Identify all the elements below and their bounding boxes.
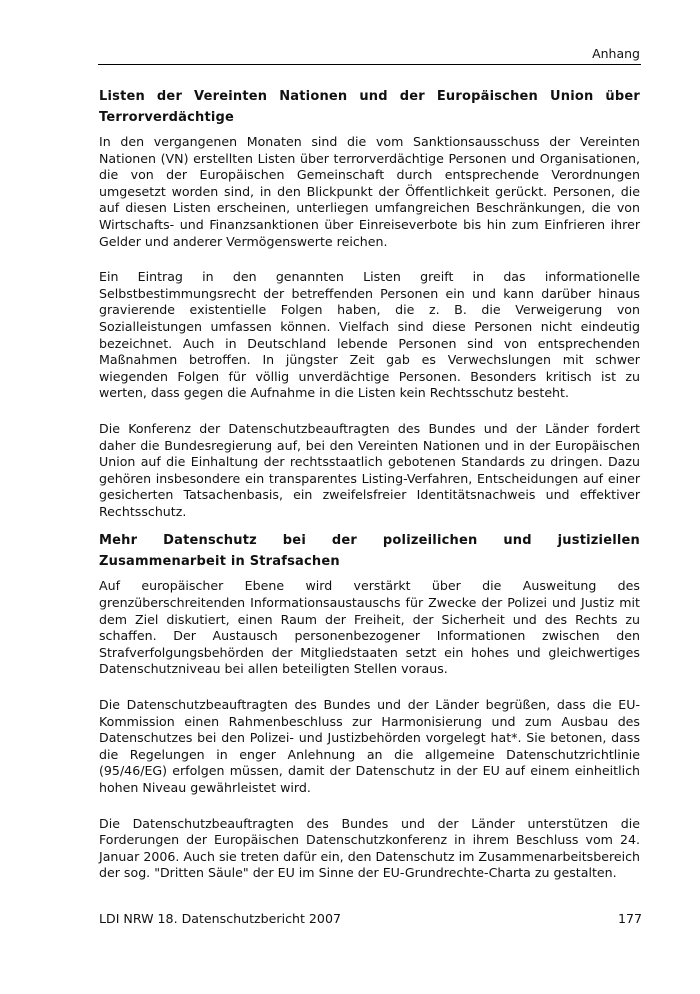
section-heading-police-justice-cooperation: Mehr Datenschutz bei der polizeilichen und justiziellen Zusammenarbeit in Strafsachen (99, 533, 640, 570)
paragraph: In den vergangenen Monaten sind die vom Sanktionsausschuss der Vereinten Nationen (VN) erstellten Listen über terrorverdächtige Personen und Organisationen, die von der Europäischen Gemeinschaft durch entsprechende Verordnungen umgesetzt worden sind, in den Blickpunkt der Öffentlichkeit gerückt. Personen, die auf diesen Listen erscheinen, unterliegen umfangreichen Beschränkungen, die von Wirtschafts- und Finanzsanktionen über Einreiseverbote bis hin zum Einfrieren ihrer Gelder und anderer Vermögenswerte reichen. (99, 134, 640, 249)
page-body (99, 86, 640, 901)
paragraph: Die Datenschutzbeauftragten des Bundes und der Länder unterstützen die Forderungen der Europäischen Datenschutzkonferenz in ihrem Beschluss vom 24. Januar 2006. Auch sie treten dafür ein, den Datenschutz im Zusammenarbeitsbereich der sog. "Dritten Säule" der EU im Sinne der EU-Grundrechte-Charta zu gestalten. (99, 815, 640, 881)
paragraph: Die Datenschutzbeauftragten des Bundes und der Länder begrüßen, dass die EU-Kommission einen Rahmenbeschluss zur Harmonisierung und zum Ausbau des Datenschutzes bei den Polizei- und Justizbehörden vorgelegt hat*. Sie betonen, dass die Regelungen in enger Anlehnung an die allgemeine Datenschutzrichtlinie (95/46/EG) erfolgen müssen, damit der Datenschutz in der EU auf einem einheitlich hohen Niveau gewährleistet wird. (99, 697, 640, 795)
running-header: Anhang (592, 46, 640, 61)
page-number: 177 (617, 911, 642, 926)
footer-report-title: LDI NRW 18. Datenschutzbericht 2007 (99, 911, 341, 926)
header-divider (98, 64, 641, 65)
paragraph: Auf europäischer Ebene wird verstärkt über die Ausweitung des grenzüberschreitenden Informationsaustauschs für Zwecke der Polizei und Justiz mit dem Ziel diskutiert, einen Raum der Freiheit, der Sicherheit und des Rechts zu schaffen. Der Austausch personenbezogener Informationen zwischen den Strafverfolgungsbehörden der Mitgliedstaaten setzt ein hohes und gleichwertiges Datenschutzniveau bei allen beteiligten Stellen voraus. (99, 578, 640, 677)
paragraph: Ein Eintrag in den genannten Listen greift in das informationelle Selbstbestimmungsrecht der betreffenden Personen ein und kann darüber hinaus gravierende existentielle Folgen haben, die z. B. die Verweigerung von Sozialleistungen umfassen können. Vielfach sind diese Personen nicht eindeutig bezeichnet. Auch in Deutschland lebende Personen sind von entsprechenden Maßnahmen betroffen. In jüngster Zeit gab es Verwechslungen mit schwer wiegenden Folgen für völlig unverdächtige Personen. Besonders kritisch ist zu werten, dass gegen die Aufnahme in die Listen kein Rechtsschutz besteht. (99, 269, 640, 401)
section-heading-un-eu-lists: Listen der Vereinten Nationen und der Europäischen Union über Terrorverdächtige (99, 89, 640, 125)
paragraph: Die Konferenz der Datenschutzbeauftragten des Bundes und der Länder fordert daher die Bundesregierung auf, bei den Vereinten Nationen und in der Europäischen Union auf die Einhaltung der rechtsstaatlich gebotenen Standards zu dringen. Dazu gehören insbesondere ein transparentes Listing-Verfahren, Entscheidungen auf einer gesicherten Tatsachenbasis, ein zweifelsfreier Identitätsnachweis und effektiver Rechtsschutz. (99, 420, 640, 519)
